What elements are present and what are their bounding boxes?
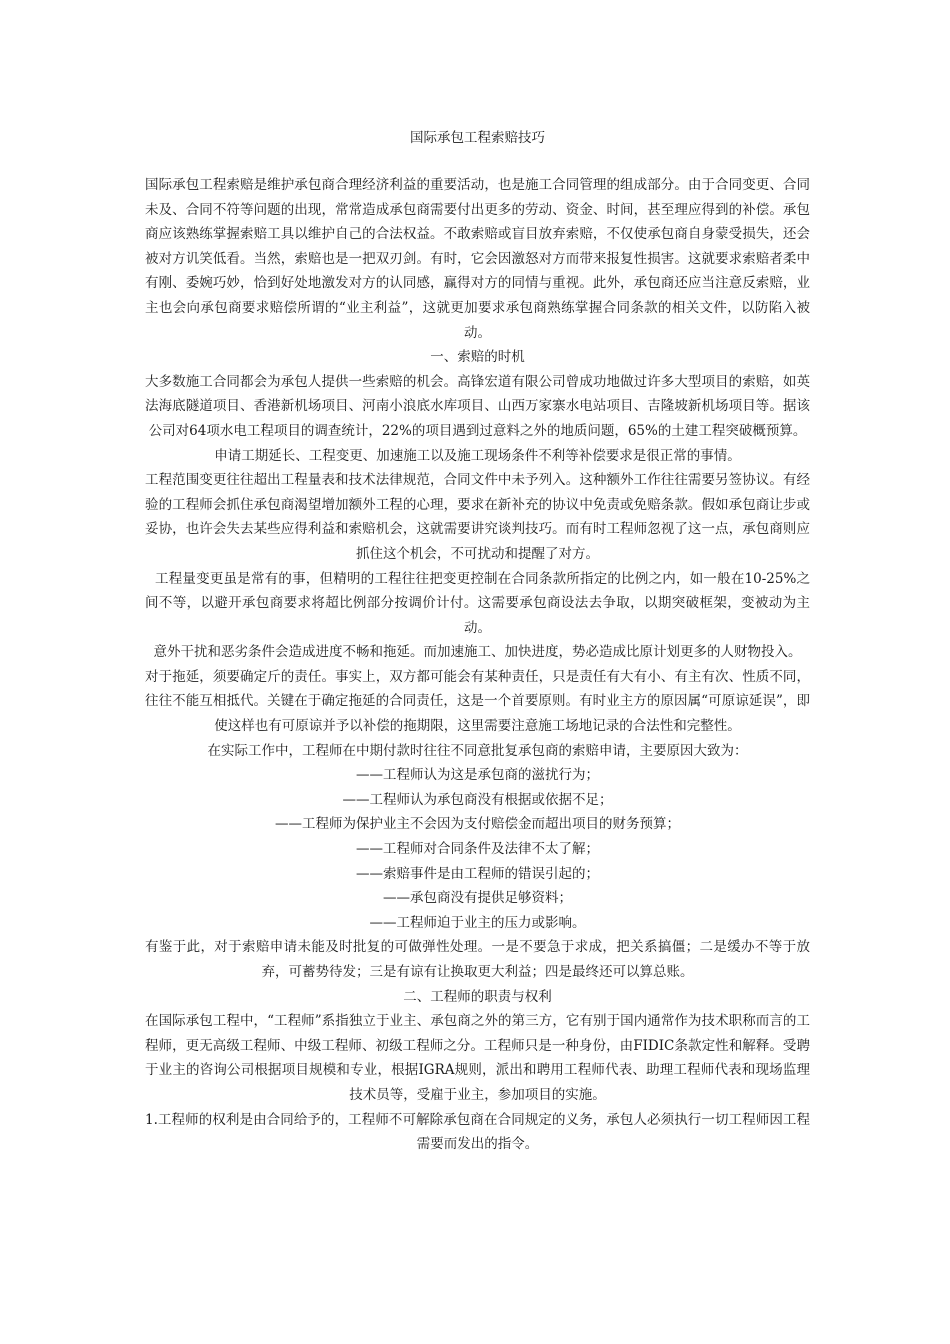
paragraph: 意外干扰和恶劣条件会造成进度不畅和拖延。而加速施工、加快进度，势必造成比原计划更多的人财物投入。 xyxy=(153,644,802,661)
paragraph: 工程量变更虽是常有的事，但精明的工程往往把变更控制在合同条款所指定的比例之内，如一般在10-25%之间不等，以避开承包商要求将超比例部分按调价计付。这需要承包商设法去争取，以期突破框架，变被动为主动。 xyxy=(145,570,810,636)
paragraph: 有鉴于此，对于索赔申请未能及时批复的可做弹性处理。一是不要急于求成，把关系搞僵；二是缓办不等于放弃，可蓄势待发；三是有谅有让换取更大利益；四是最终还可以算总账。 xyxy=(145,939,810,980)
paragraph: 大多数施工合同都会为承包人提供一些索赔的机会。高锋宏道有限公司曾成功地做过许多大型项目的索赔，如英法海底隧道项目、香港新机场项目、河南小浪底水库项目、山西万家寨水电站项目、吉隆坡新机场项目等。据该公司对64项水电工程项目的调查统计，22%的项目遇到过意料之外的地质问题，65%的土建工程突破概预算。 xyxy=(145,373,810,439)
section-heading-2: 二、工程师的职责与权利 xyxy=(403,988,552,1005)
paragraph: 在国际承包工程中，“工程师”系指独立于业主、承包商之外的第三方，它有别于国内通常作为技术职称而言的工程师，更无高级工程师、中级工程师、初级工程师之分。工程师只是一种身份，由FIDIC条款定性和解释。受聘于业主的咨询公司根据项目规模和专业，根据IGRA规则，派出和聘用工程师代表、助理工程师代表和现场监理技术员等，受雇于业主，参加项目的实施。 xyxy=(145,1013,810,1103)
paragraph-intro: 国际承包工程索赔是维护承包商合理经济利益的重要活动，也是施工合同管理的组成部分。由于合同变更、合同未及、合同不符等问题的出现，常常造成承包商需要付出更多的劳动、资金、时间，甚至理应得到的补偿。承包商应该熟练掌握索赔工具以维护自己的合法权益。不敢索赔或盲目放弃索赔，不仅使承包商自身蒙受损失，还会被对方讥笑低看。当然，索赔也是一把双刃剑。有时，它会因激怒对方而带来报复性损害。这就要求索赔者柔中有刚、委婉巧妙，恰到好处地激发对方的认同感，赢得对方的同情与重视。此外，承包商还应当注意反索赔，业主也会向承包商要求赔偿所谓的“业主利益”，这就更加要求承包商熟练掌握合同条款的相关文件，以防陷入被动。 xyxy=(145,177,810,341)
paragraph: 对于拖延，须要确定斤的责任。事实上，双方都可能会有某种责任，只是责任有大有小、有主有次、性质不同，往往不能互相抵代。关键在于确定拖延的合同责任，这是一个首要原则。有时业主方的原因属“可原谅延误”，即使这样也有可原谅并予以补偿的拖期限，这里需要注意施工场地记录的合法性和完整性。 xyxy=(145,668,810,735)
list-item: ——工程师为保护业主不会因为支付赔偿金而超出项目的财务预算； xyxy=(275,816,680,833)
paragraph: 1.工程师的权利是由合同给予的，工程师不可解除承包商在合同规定的义务，承包人必须执行一切工程师因工程需要而发出的指令。 xyxy=(145,1111,810,1153)
list-item: ——工程师迫于业主的压力或影响。 xyxy=(369,914,586,931)
paragraph: 申请工期延长、工程变更、加速施工以及施工现场条件不利等补偿要求是很正常的事情。 xyxy=(214,447,741,464)
paragraph: 在实际工作中，工程师在中期付款时往往不同意批复承包商的索赔申请，主要原因大致为： xyxy=(207,742,748,759)
section-heading-1: 一、索赔的时机 xyxy=(430,349,525,366)
document-body xyxy=(145,173,810,1157)
list-item: ——工程师对合同条件及法律不太了解； xyxy=(356,841,599,858)
list-item: ——承包商没有提供足够资料； xyxy=(383,890,572,907)
list-item: ——工程师认为承包商没有根据或依据不足； xyxy=(342,791,613,808)
list-item: ——索赔事件是由工程师的错误引起的； xyxy=(356,865,599,882)
list-item: ——工程师认为这是承包商的滋扰行为； xyxy=(356,767,599,784)
paragraph: 工程范围变更往往超出工程量表和技术法律规范，合同文件中未予列入。这种额外工作往往需要另签协议。有经验的工程师会抓住承包商渴望增加额外工程的心理，要求在新补充的协议中免责或免赔条款。假如承包商让步或妥协，也许会失去某些应得利益和索赔机会，这就需要讲究谈判技巧。而有时工程师忽视了这一点，承包商则应抓住这个机会，不可扰动和提醒了对方。 xyxy=(145,472,810,562)
document-title: 国际承包工程索赔技巧 xyxy=(410,130,545,146)
